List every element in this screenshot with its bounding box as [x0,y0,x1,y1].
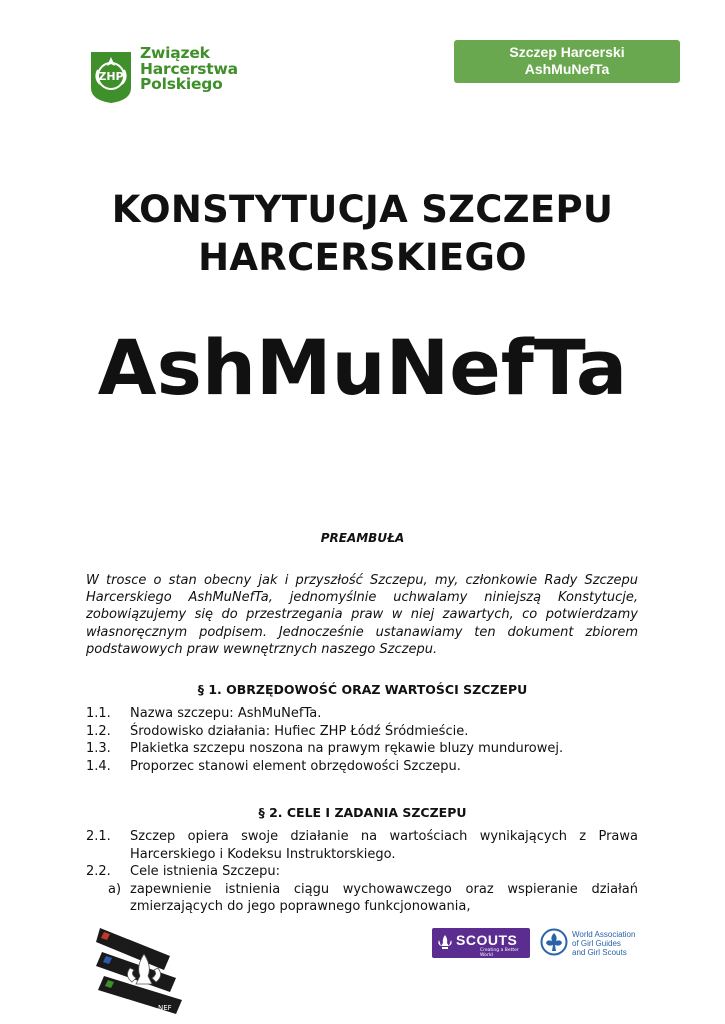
item-number: 1.3. [86,741,111,756]
wagggs-line-2: of Girl Guides [572,939,621,948]
item-text: zapewnienie istnienia ciągu wychowawczego oraz wspieranie działań zmierzających do jego poprawnego funkcjonowania, [130,881,638,914]
wagggs-line-1: World Association [572,930,636,939]
item-number: 1.1. [86,706,111,721]
item-number: a) [108,881,122,897]
zhp-mark-text: ZHP [98,70,124,83]
unit-banner-line-2: AshMuNefTa [524,61,610,77]
wagggs-wordmark [572,930,635,957]
list-item [86,828,638,863]
list-item [86,723,638,741]
item-text: Szczep opiera swoje działanie na wartościach wynikających z Prawa Harcerskiego i Kodeksu Instruktorskiego. [130,829,638,862]
wagggs-logo [540,928,650,958]
unit-patches-image [96,918,192,1020]
item-text: Cele istnienia Szczepu: [130,864,281,879]
item-number: 2.2. [86,864,111,879]
preamble-heading: PREAMBUŁA [320,531,405,545]
list-item [86,740,638,758]
list-item [86,705,638,723]
scouts-logo [432,928,530,958]
document-title [0,186,725,282]
list-item [86,881,638,916]
zhp-line-1: Związek [140,44,210,62]
wagggs-line-3: and Girl Scouts [572,948,627,957]
list-item [86,758,638,776]
item-number: 1.4. [86,758,111,774]
title-line-1: KONSTYTUCJA SZCZEPU [111,188,614,231]
unit-name-heading: AshMuNefTa [97,323,628,412]
item-number: 2.1. [86,829,111,844]
zhp-logo [86,46,246,106]
section-2-list [86,828,638,916]
item-number: 1.2. [86,723,111,739]
zhp-line-3: Polskiego [140,75,223,93]
item-text: Plakietka szczepu noszona na prawym rękawie bluzy mundurowej. [130,741,564,756]
title-line-2: HARCERSKIEGO [198,236,527,279]
section-2-heading: § 2. CELE I ZADANIA SZCZEPU [258,805,467,820]
item-text: Nazwa szczepu: AshMuNefTa. [130,706,322,721]
item-text: Środowisko działania: Hufiec ZHP Łódź Śródmieście. [130,723,469,739]
section-1-heading: § 1. OBRZĘDOWOŚĆ ORAZ WARTOŚCI SZCZEPU [197,682,528,697]
scouts-wordmark: SCOUTS [456,932,518,948]
section-1-list [86,705,638,775]
item-text: Proporzec stanowi element obrzędowości Szczepu. [130,758,461,774]
fleur-de-lis-icon [86,48,136,104]
unit-banner-line-1: Szczep Harcerski [509,44,625,60]
list-item [86,863,638,881]
trefoil-icon [540,928,568,956]
zhp-wordmark [140,46,238,93]
scouts-tagline: Creating a Better World [480,948,519,958]
preamble-text: W trosce o stan obecny jak i przyszłość Szczepu, my, członkowie Rady Szczepu Harcerskiego AshMuNefTa, jednomyślnie uchwalamy niniejszą Konstytucje, zobowiązujemy się do przestrzegania praw w niej zawartych, co potwierdzamy własnoręcznym podpisem. Jednocześnie ustanawiamy ten dokument zbiorem podstawowych praw wewnętrznych naszego Szczepu. [86,573,638,657]
zhp-line-2: Harcerstwa [140,59,238,78]
unit-banner [454,40,680,83]
patch-label: NEF [158,1004,172,1012]
fleur-de-lis-icon [437,934,453,952]
